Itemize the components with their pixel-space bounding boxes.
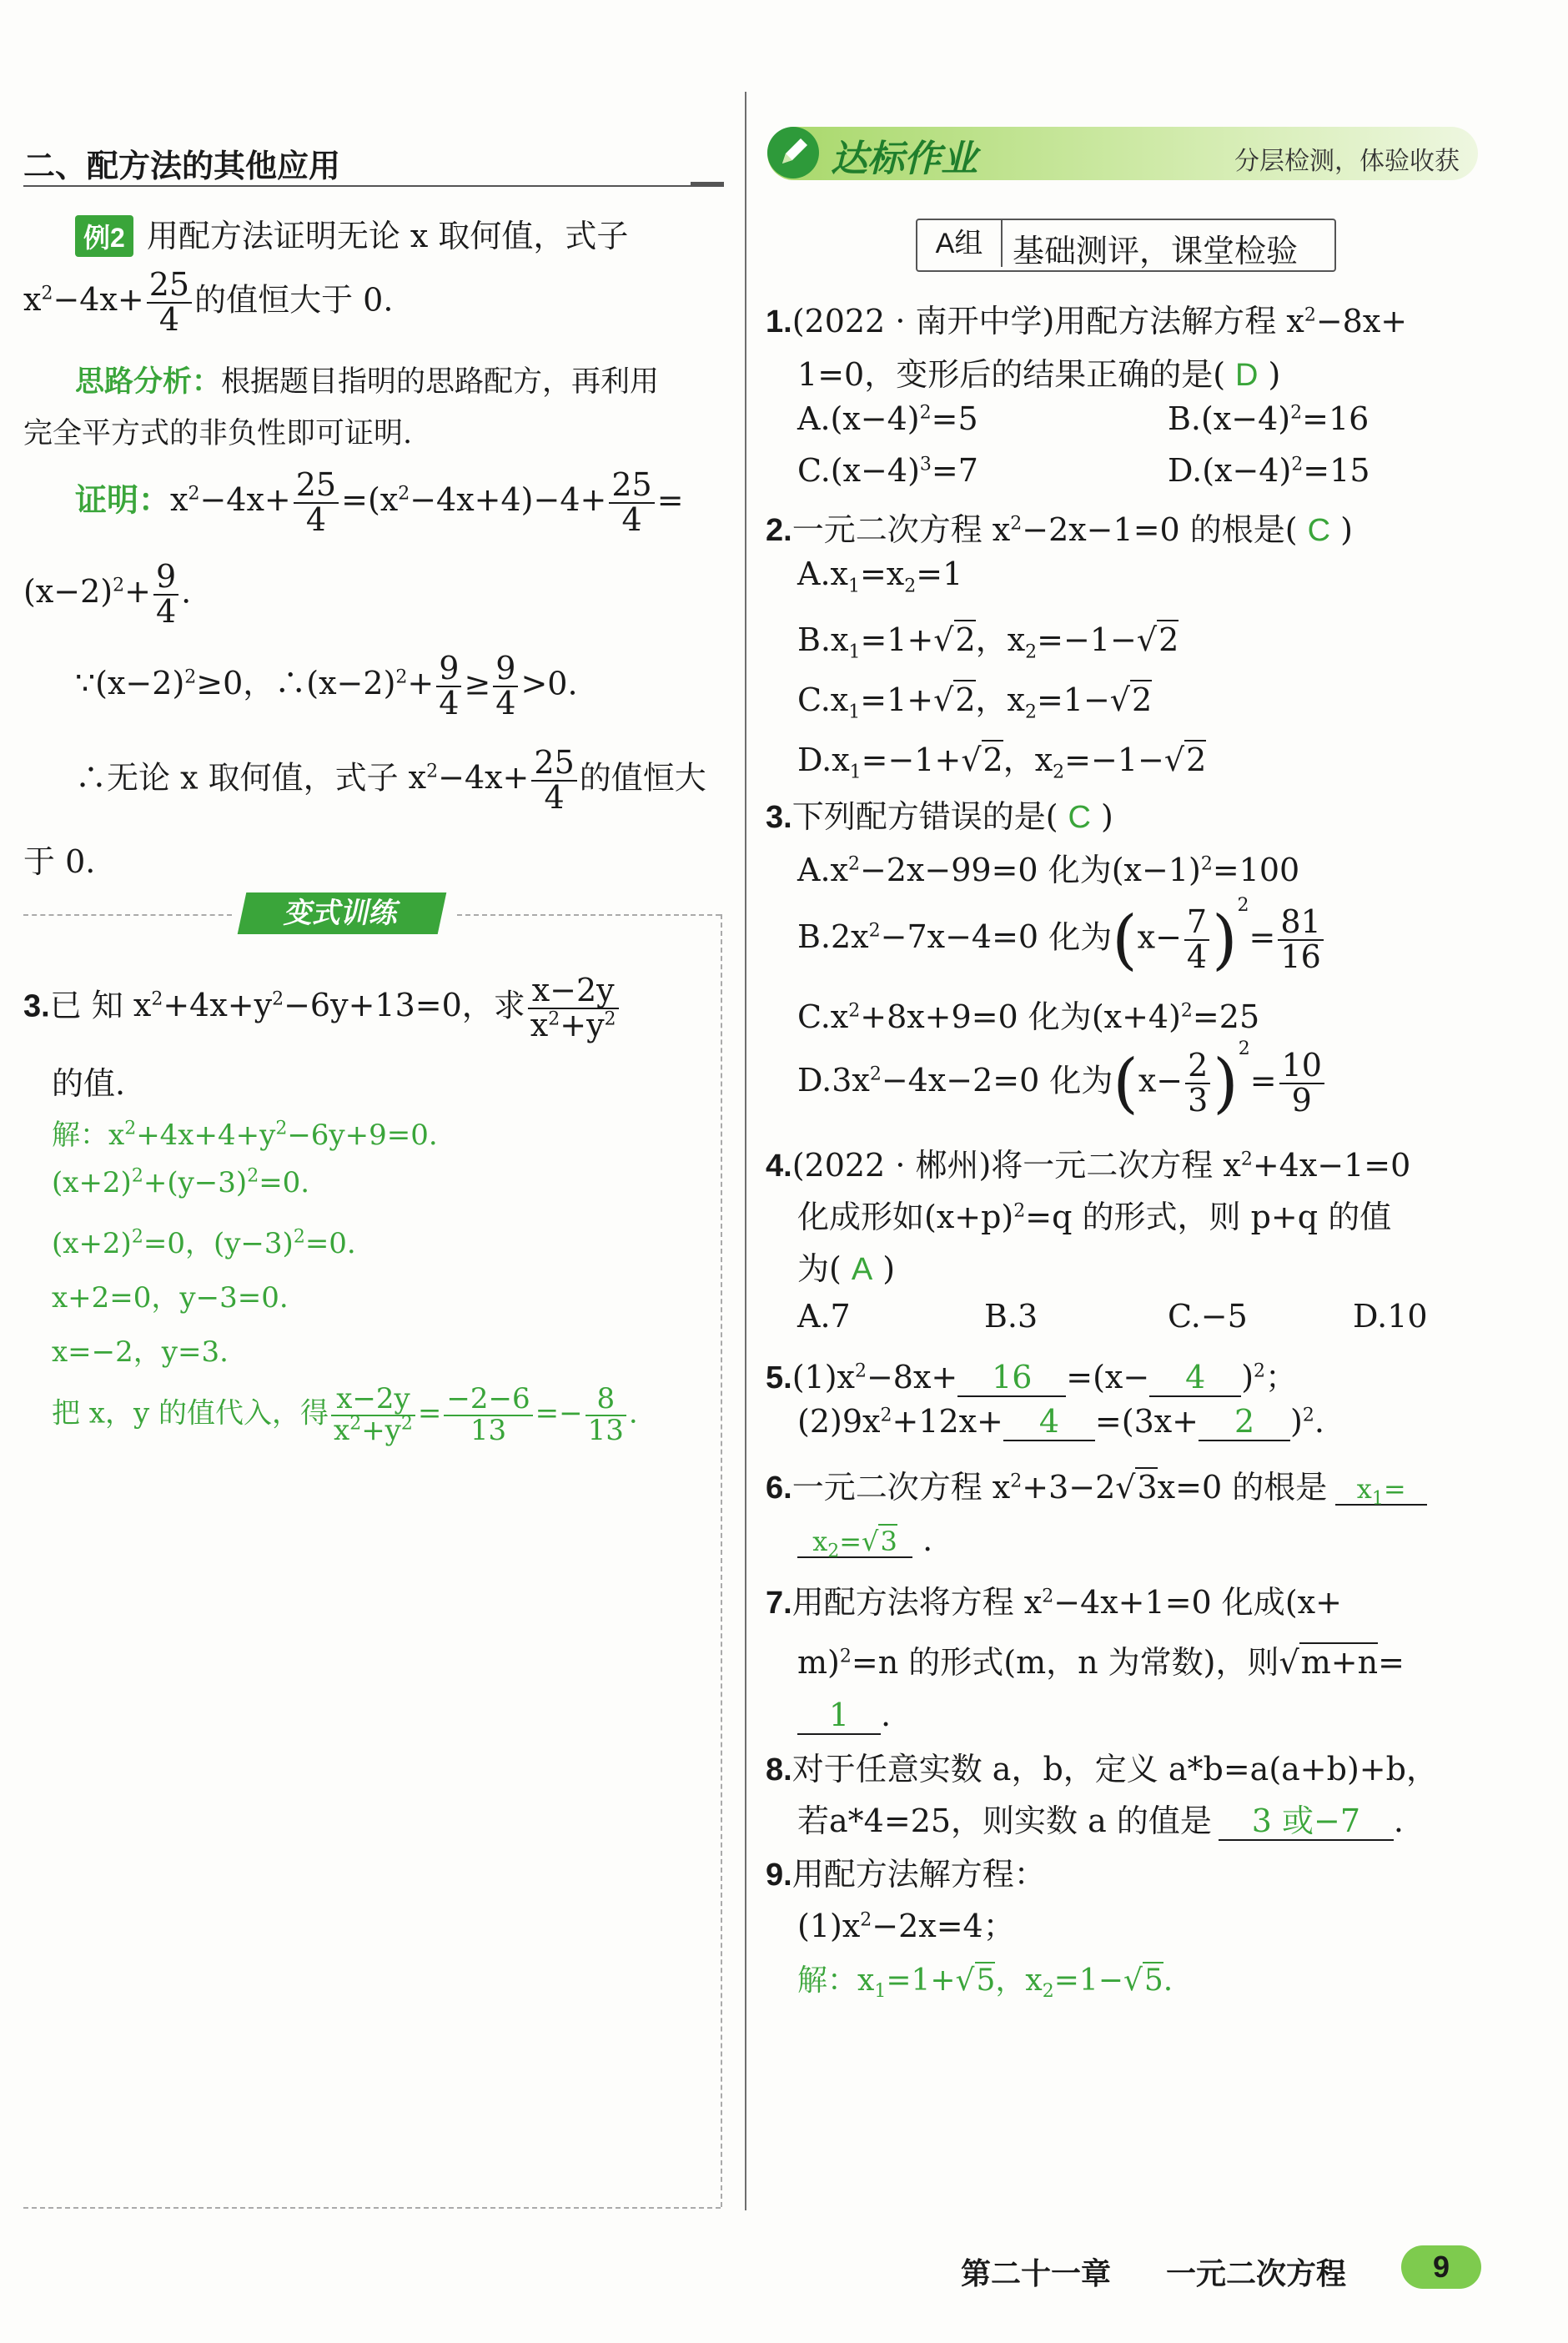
q7-line1: 7.用配方法将方程 $x^2-4x+1=0$ 化成(x+ xyxy=(766,1584,1342,1621)
q1-line1: 1.(2022 · 南开中学)用配方法解方程 $x^2-8x+$ xyxy=(766,303,1408,339)
practice-q3-line1: 3.已 知 $x^2+4x+y^2-6y+13=0$，求 $\frac{x-2y}{x^2+y^2}$ xyxy=(23,974,621,1043)
q3-sol-line1: 解：$x^2+4x+4+y^2-6y+9=0$. xyxy=(52,1118,438,1152)
q1-line2: 1=0，变形后的结果正确的是( D ) xyxy=(797,356,1281,393)
example-line2: $x^2-4x+$ $\frac{25}{4}$ 的值恒大于 0. xyxy=(23,266,394,338)
footer-chapter: 第二十一章 xyxy=(961,2256,1112,2291)
q3-sol-line4: x+2=0，y−3=0. xyxy=(52,1281,289,1315)
practice-dash-right xyxy=(457,914,721,916)
proof-line3: $\because(x-2)^2\ge 0$，$\therefore(x-2)^2+$ $\frac{9}{4}$ ≥ $\frac{9}{4}$ >0. xyxy=(75,650,578,722)
header-subtitle: 分层检测，体验收获 xyxy=(1234,147,1460,176)
q6-line2: $x_2=√3$ . xyxy=(797,1521,932,1558)
q9-solution: 解：$x_1=1+√5$，$x_2=1-√5$. xyxy=(797,1963,1173,2003)
proof-line1: 证明：$x^2-4x+$ $\frac{25}{4}$ $=(x^2-4x+4)-4+$ $\frac{25}{4}$ = xyxy=(75,466,684,538)
page-number-badge: 9 xyxy=(1401,2245,1481,2289)
q8-line2: 若a*4=25，则实数 a 的值是 3 或−7 . xyxy=(797,1803,1404,1839)
section-underline xyxy=(23,185,724,187)
q3-sol-line3: $(x+2)^2=0$，$(y-3)^2=0$. xyxy=(52,1226,356,1260)
section-title: 二、配方法的其他应用 xyxy=(23,149,341,184)
q2-option-b: $B.x_1=1+√2$，$x_2=-1-√2$ xyxy=(797,621,1179,663)
q3-sol-line2: $(x+2)^2+(y-3)^2=0$. xyxy=(52,1165,310,1199)
q3-option-c: $C.x^2+8x+9=0$ 化为$(x+4)^2=25$ xyxy=(797,998,1260,1035)
q4-option-d: D.10 xyxy=(1353,1298,1428,1335)
q8-line1: 8.对于任意实数 a，b，定义 a*b=a(a+b)+b， xyxy=(766,1751,1438,1787)
practice-banner: 变式训练 xyxy=(238,892,447,934)
q5-blank2[interactable]: 4 xyxy=(1149,1360,1241,1397)
practice-q3-line2: 的值. xyxy=(52,1065,126,1102)
q2-option-a: $A.x_1=x_2=1$ xyxy=(797,556,963,597)
q4-option-a: A.7 xyxy=(797,1298,851,1335)
section-underline-end xyxy=(691,182,724,187)
pencil-icon xyxy=(766,125,821,180)
q3-sol-line6: 把 x，y 的值代入，得 $\frac{x-2y}{x^2+y^2}$ = $\frac{-2-6}{13}$ =− $\frac{8}{13}$ . xyxy=(52,1382,638,1447)
proof-line5: 于 0. xyxy=(23,843,96,880)
q5-line2: $(2)9x^2+12x+ 4 =(3x+ 2$ )$^2$. xyxy=(797,1403,1324,1440)
practice-frame-right xyxy=(721,914,722,2207)
q1-option-a: $A.(x-4)^2=5$ xyxy=(797,400,978,437)
q7-line2: m)$^2$=n 的形式(m，n 为常数)，则√m+n= xyxy=(797,1644,1405,1681)
q4-option-b: B.3 xyxy=(984,1298,1038,1335)
practice-frame-bottom xyxy=(23,2207,721,2209)
column-divider xyxy=(745,92,746,2210)
q2-option-d: $D.x_1=-1+√2$，$x_2=-1-√2$ xyxy=(797,742,1207,783)
analysis-line1: 思路分析：根据题目指明的思路配方，再利用 xyxy=(75,365,660,399)
q3-option-d: $D.3x^2-4x-2=0$ 化为(x− $\frac{2}{3}$ )$^2$= $\frac{10}{9}$ xyxy=(797,1049,1327,1118)
q3-sol-line5: x=−2，y=3. xyxy=(52,1335,229,1369)
group-title: 基础测评，课堂检验 xyxy=(1013,233,1299,269)
q2-stem: 2.一元二次方程 $x^2-2x-1=0$ 的根是( C ) xyxy=(766,511,1353,548)
practice-dash-left xyxy=(23,914,232,916)
example-badge: 例2 xyxy=(75,215,133,257)
q5-blank4[interactable]: 2 xyxy=(1199,1405,1290,1441)
q4-line1: 4.(2022 · 郴州)将一元二次方程 $x^2+4x-1=0$ xyxy=(766,1147,1411,1184)
group-label: A组 xyxy=(917,220,1003,267)
analysis-line2: 完全平方式的非负性即可证明. xyxy=(23,417,413,450)
q3-stem: 3.下列配方错误的是( C ) xyxy=(766,798,1113,835)
q9-stem: 9.用配方法解方程： xyxy=(766,1856,1046,1893)
example-line1: 例2 用配方法证明无论 x 取何值，式子 xyxy=(75,210,628,257)
q4-line2: 化成形如$(x+p)^2=q$ 的形式，则 p+q 的值 xyxy=(797,1199,1392,1235)
q1-option-c: $C.(x-4)^3=7$ xyxy=(797,452,978,489)
q5-blank1[interactable]: 16 xyxy=(957,1360,1066,1397)
q4-line3: 为( A ) xyxy=(797,1250,896,1287)
q6-line1: 6.一元二次方程 $x^2+3-2√3x=0$ 的根是 $x_1=$ xyxy=(766,1461,1427,1507)
q2-option-c: $C.x_1=1+√2$，$x_2=1-√2$ xyxy=(797,681,1153,723)
proof-line4: ∴无论 x 取何值，式子 $x^2-4x+$ $\frac{25}{4}$ 的值恒大 xyxy=(75,744,706,816)
proof-line2: $(x-2)^2+$ $\frac{9}{4}$ . xyxy=(23,558,192,630)
q7-line3: 1 . xyxy=(797,1697,891,1735)
q4-option-c: C.−5 xyxy=(1168,1298,1248,1335)
q9-sub1: $(1)x^2-2x=4$； xyxy=(797,1908,1015,1944)
q1-option-b: $B.(x-4)^2=16$ xyxy=(1168,400,1369,437)
q5-line1: $5.(1)x^2-8x+ 16 =(x- 4$ )$^2$； xyxy=(766,1359,1298,1395)
q1-option-d: $D.(x-4)^2=15$ xyxy=(1168,452,1370,489)
q3-option-b: $B.2x^2-7x-4=0$ 化为(x− $\frac{7}{4}$ )$^2$= $\frac{81}{16}$ xyxy=(797,906,1326,974)
footer-title: 一元二次方程 xyxy=(1166,2256,1347,2291)
header-title: 达标作业 xyxy=(831,138,977,179)
q5-blank3[interactable]: 4 xyxy=(1003,1405,1095,1441)
q3-option-a: $A.x^2-2x-99=0$ 化为$(x-1)^2=100$ xyxy=(797,852,1300,888)
